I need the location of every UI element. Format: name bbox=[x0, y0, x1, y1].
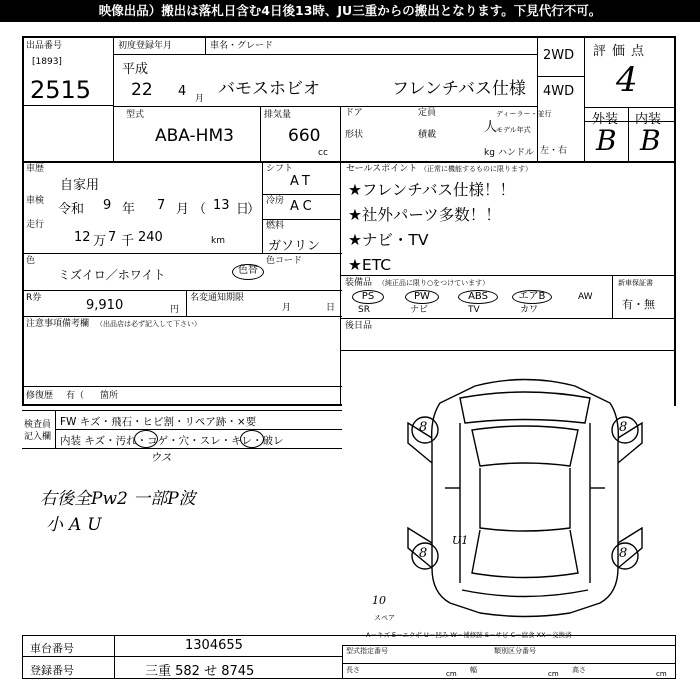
sales-point-item: ★フレンチバス仕様！！ bbox=[348, 181, 515, 199]
equip-navi: ナビ bbox=[410, 305, 429, 315]
first-reg-month-unit: 月 bbox=[195, 94, 205, 104]
displacement-value: 660 bbox=[288, 126, 321, 146]
ac-value: AC bbox=[290, 199, 316, 214]
tire-mark-fr: 8 bbox=[619, 420, 628, 435]
persons-unit: 人 bbox=[484, 120, 498, 135]
interior-label: 内装 bbox=[635, 112, 662, 127]
sales-points-label: セールスポイント bbox=[346, 164, 418, 174]
sales-points-note: （正常に機能するものに限ります） bbox=[420, 165, 532, 173]
equip-pw-mark: PW bbox=[405, 290, 439, 304]
first-reg-era: 平成 bbox=[122, 62, 149, 77]
damage-legend: A－キズ E－エクボ U－凹み W－補修跡 S－サビ C－腐食 XX－交換済 bbox=[366, 631, 572, 639]
check-circle-scuff bbox=[240, 430, 264, 448]
spare-tire-mark: 10 bbox=[372, 594, 386, 607]
color-label: 色 bbox=[26, 256, 36, 266]
handwritten-note-1: 右後全Pw2 一部P波 bbox=[40, 489, 196, 509]
check-row-1: FW キズ・飛石・ヒビ割・リペア跡・×要 bbox=[60, 416, 257, 428]
color-value: ミズイロ／ホワイト bbox=[58, 268, 166, 282]
exterior-grade: B bbox=[596, 124, 617, 157]
chassis-label: 車台番号 bbox=[30, 642, 74, 655]
registration-label: 登録番号 bbox=[30, 664, 74, 677]
check-label-1: 検査員 bbox=[24, 420, 52, 430]
color-code-label: 色コード bbox=[266, 256, 303, 266]
height-label: 高さ bbox=[572, 666, 586, 674]
car-grade-value: フレンチバス仕様 bbox=[392, 79, 526, 99]
header-banner: 映像出品）搬出は落札日含む4日後13時、JU三重からの搬出となります。下見代行不可。 bbox=[0, 0, 700, 22]
notes-label: 注意事項備考欄 bbox=[26, 319, 90, 329]
recycle-value: 9,910 bbox=[86, 298, 124, 313]
equip-aw: AW bbox=[578, 292, 593, 302]
lot-number: 2515 bbox=[30, 76, 92, 104]
check-handwritten-under: ウス bbox=[150, 451, 172, 464]
sales-points-list bbox=[348, 178, 515, 278]
sales-point-item: ★ナビ・TV bbox=[348, 231, 429, 249]
warranty-label: 新車保証書 bbox=[618, 279, 653, 287]
car-diagram bbox=[400, 368, 650, 628]
equip-leather: カワ bbox=[520, 305, 539, 315]
car-name-value: バモスホビオ bbox=[218, 79, 320, 99]
fuel-label: 燃料 bbox=[266, 221, 285, 231]
drive-2wd: 2WD bbox=[543, 48, 575, 63]
handle-value: 左・右 bbox=[540, 146, 568, 156]
drive-4wd: 4WD bbox=[543, 84, 575, 99]
tire-mark-rr: 8 bbox=[619, 546, 628, 561]
equipment-note: （純正品に限り○をつけています） bbox=[378, 279, 490, 287]
interior-grade: B bbox=[640, 124, 661, 157]
equip-abs-mark: ABS bbox=[458, 290, 498, 304]
first-reg-month: 4 bbox=[178, 84, 187, 99]
shape-label: 形状 bbox=[345, 130, 364, 140]
mileage-label: 走行 bbox=[26, 220, 45, 230]
ac-label: 冷房 bbox=[266, 196, 285, 206]
damage-annotation: U1 bbox=[452, 534, 469, 547]
inspection-label: 車検 bbox=[26, 196, 45, 206]
spare-label: スペア bbox=[374, 614, 395, 622]
displacement-unit: cc bbox=[318, 148, 328, 158]
equip-sr: SR bbox=[358, 305, 370, 315]
exterior-label: 外装 bbox=[592, 112, 619, 127]
inspection-era: 令和 bbox=[58, 202, 85, 217]
color-change-mark: 色替 bbox=[232, 264, 264, 280]
capacity-label: 定員 bbox=[418, 108, 437, 118]
registration-value: 三重 582 せ 8745 bbox=[145, 664, 255, 679]
handle-label: ハンドル bbox=[498, 148, 535, 158]
width-label: 幅 bbox=[470, 666, 477, 674]
name-change-day-unit: 日 bbox=[326, 303, 336, 313]
first-reg-label: 初度登録年月 bbox=[118, 41, 173, 51]
name-change-month-unit: 月 bbox=[282, 303, 292, 313]
sales-point-item: ★社外パーツ多数！！ bbox=[348, 206, 501, 224]
height-unit: cm bbox=[656, 670, 667, 678]
inspection-month-unit: 月 bbox=[176, 202, 190, 217]
width-unit: cm bbox=[548, 670, 559, 678]
mileage-man: 12 bbox=[74, 230, 91, 245]
mileage-sen: 7 bbox=[108, 230, 117, 245]
inspection-day-unit: 日 bbox=[236, 202, 250, 217]
repair-unit: 箇所 bbox=[100, 391, 119, 401]
grade-value: 4 bbox=[616, 60, 638, 100]
tire-mark-fl: 8 bbox=[419, 420, 428, 435]
recycle-label: R券 bbox=[26, 293, 42, 303]
lot-code: [1893] bbox=[32, 57, 62, 67]
check-circle-stain bbox=[134, 430, 158, 448]
equip-ps-mark: PS bbox=[352, 290, 384, 304]
inspection-year-unit: 年 bbox=[122, 202, 136, 217]
equip-airbag-mark: エアB bbox=[512, 290, 552, 304]
grade-label: 評価点 bbox=[593, 44, 651, 59]
mileage-sen-unit: 千 bbox=[121, 234, 135, 249]
length-unit: cm bbox=[446, 670, 457, 678]
check-row-2: 内装 キズ・汚れ・コゲ・穴・スレ・キレ・破レ bbox=[60, 435, 284, 447]
inspection-month: 7 bbox=[157, 198, 166, 213]
inspection-year: 9 bbox=[103, 198, 112, 213]
inspection-day: 13 bbox=[213, 198, 230, 213]
chassis-value: 1304655 bbox=[185, 638, 243, 653]
displacement-label: 排気量 bbox=[264, 110, 292, 120]
name-change-label: 名変通知期限 bbox=[190, 293, 245, 303]
car-name-label: 車名・グレード bbox=[210, 41, 274, 51]
notes-note: （出品店は必ず記入して下さい） bbox=[96, 320, 201, 328]
fuel-value: ガソリン bbox=[268, 239, 321, 254]
warranty-value: 有・無 bbox=[622, 298, 655, 311]
shift-value: AT bbox=[290, 174, 314, 189]
category-value: 自家用 bbox=[60, 178, 100, 193]
doors-label: ドア bbox=[345, 108, 363, 118]
repair-value: 有（ bbox=[66, 391, 85, 401]
category-number-label: 類別区分番号 bbox=[494, 647, 536, 655]
category-label: 車歴 bbox=[26, 164, 45, 174]
dealer-label: ディーラー・並行 bbox=[496, 110, 552, 118]
model-value: ABA-HM3 bbox=[155, 126, 234, 146]
inspection-paren-open: （ bbox=[193, 202, 207, 217]
sales-point-item: ★ETC bbox=[348, 256, 392, 274]
tire-mark-rl: 8 bbox=[419, 546, 428, 561]
kg-unit: kg bbox=[484, 148, 495, 158]
mileage-man-unit: 万 bbox=[93, 234, 107, 249]
repair-label: 修復歴 bbox=[26, 391, 54, 401]
model-label: 型式 bbox=[126, 110, 145, 120]
model-year-label: モデル年式 bbox=[496, 126, 531, 134]
equip-tv: TV bbox=[468, 305, 480, 315]
legal-number-label: 型式指定番号 bbox=[346, 647, 388, 655]
inspector-label: 後日品 bbox=[345, 321, 373, 331]
equipment-label: 装備品 bbox=[345, 278, 373, 288]
mileage-unit: km bbox=[211, 236, 225, 246]
length-label: 長さ bbox=[346, 666, 360, 674]
first-reg-year: 22 bbox=[131, 80, 153, 100]
load-label: 積載 bbox=[418, 130, 437, 140]
lot-label: 出品番号 bbox=[26, 41, 63, 51]
recycle-unit: 円 bbox=[170, 305, 180, 315]
check-label-2: 記入欄 bbox=[24, 432, 52, 442]
mileage-rest: 240 bbox=[138, 230, 163, 245]
handwritten-note-2: 小AU bbox=[46, 515, 108, 535]
inspection-paren-close: ） bbox=[247, 202, 261, 217]
shift-label: シフト bbox=[266, 164, 294, 174]
